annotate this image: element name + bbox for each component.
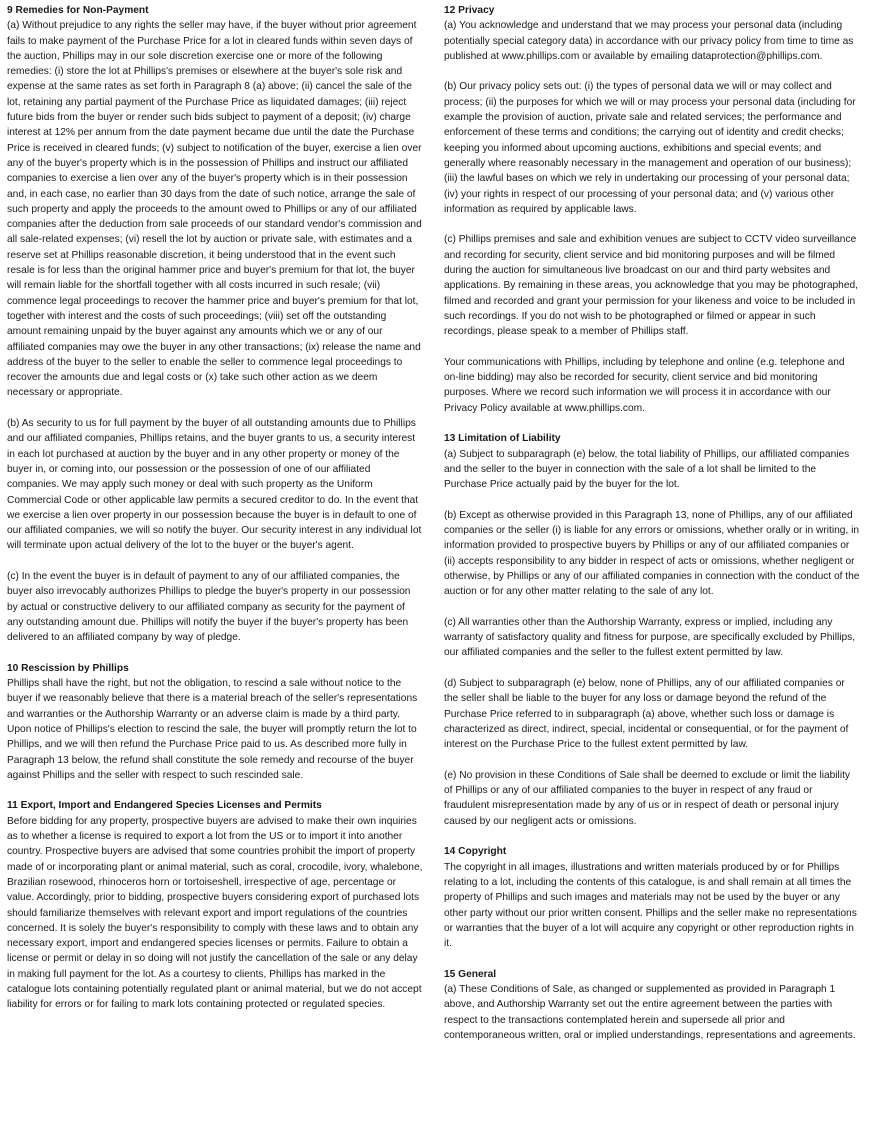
section-heading-remedies-non-payment: 9 Remedies for Non-Payment	[7, 5, 149, 16]
section-heading-export-import: 11 Export, Import and Endangered Species Licenses and Permits	[7, 800, 322, 812]
paragraph-12d: Your communications with Phillips, including by telephone and online (e.g. telephone and on-line bidding) may also be recorded for security, client service and bid monitoring purposes. Where we record such information we will process it in accordance with our Privacy Policy available at www.phillips.com.	[444, 356, 845, 414]
paragraph-13a: (a) Subject to subparagraph (e) below, the total liability of Phillips, our affiliated companies and the seller to the buyer in connection with the sale of a lot shall be limited to the Purchase Price actually paid by the buyer for the lot.	[444, 448, 850, 491]
paragraph-9b: (b) As security to us for full payment by the buyer of all outstanding amounts due to Phillips and our affiliated companies, Phillips retains, and the buyer grants to us, a security interest in each lot purchased at auction by the buyer and in any other property or money of the buyer in, or coming into, our possession or the possession of one of our affiliated companies. We may apply such money or deal with such property as the Uniform Commercial Code or other applicable law permits a secured creditor to do. In the event that we exercise a lien over property in our possession because the buyer is in default to one of our affiliated companies, we will so notify the buyer. Our security interest in any individual lot will terminate upon actual delivery of the lot to the buyer or the buyer's agent.	[7, 418, 422, 552]
paragraph-11: Before bidding for any property, prospective buyers are advised to make their own inquiries as to whether a license is required to export a lot from the US or to import it into another country. Prospective buyers are advised that some countries prohibit the import of property made of or incorporating plant or animal material, such as coral, crocodile, ivory, whalebone, Brazilian rosewood, rhinoceros horn or tortoiseshell, irrespective of age, percentage or value. Accordingly, prior to bidding, prospective buyers considering export of purchased lots should familiarize themselves with relevant export and import regulations of the countries concerned. It is solely the buyer's responsibility to comply with these laws and to obtain any necessary export, import and endangered species licenses or permits. Failure to obtain a license or permit or delay in so doing will not justify the cancellation of the sale or any delay in making full payment for the lot. As a courtesy to clients, Phillips has marked in the catalogue lots containing potentially regulated plant or animal material, but we do not accept liability for errors or for failing to mark lots containing protected or regulated species.	[7, 815, 423, 1011]
paragraph-12c: (c) Phillips premises and sale and exhibition venues are subject to CCTV video surveillance and recording for security, client service and bid monitoring purposes and will be filmed during the auction for simultaneous live broadcast on our and third party websites and applications. By remaining in these areas, you acknowledge that you may be photographed, filmed and recorded and grant your permission for your likeness and voice to be included in such recordings. If you do not wish to be photographed or filmed or appear in such recordings, please speak to a member of Phillips staff.	[444, 234, 858, 338]
right-column	[444, 3, 860, 1043]
section-heading-copyright: 14 Copyright	[444, 846, 507, 858]
section-heading-rescission: 10 Rescission by Phillips	[7, 662, 129, 674]
paragraph-9c: (c) In the event the buyer is in default of payment to any of our affiliated companies, the buyer also irrevocably authorizes Phillips to pledge the buyer's property in our possession by actual or constructive delivery to our affiliated company as security for the payment of any outstanding amount due. Phillips will notify the buyer if the buyer's property has been delivered to an affiliated company by way of pledge.	[7, 570, 411, 644]
paragraph-13d: (d) Subject to subparagraph (e) below, none of Phillips, any of our affiliated companies or the seller shall be liable to the buyer for any loss or damage beyond the refund of the Purchase Price referred to in subparagraph (a) above, whether such loss or damage is characterized as direct, indirect, special, incidental or consequential, or for the payment of interest on the Purchase Price to the fullest extent permitted by law.	[444, 678, 849, 751]
paragraph-13c: (c) All warranties other than the Authorship Warranty, express or implied, including any warranty of satisfactory quality and fitness for purpose, are specifically excluded by Phillips, our affiliated companies and the seller to the fullest extent permitted by law.	[444, 616, 856, 659]
section-heading-general: 15 General	[444, 968, 497, 980]
paragraph-12b: (b) Our privacy policy sets out: (i) the types of personal data we will or may collect and process; (ii) the purposes for which we will or may process your personal data (including for example the provision of auction, private sale and related services; the performance and enforcement of these terms and conditions; the carrying out of identity and credit checks; keeping you informed about upcoming auctions, exhibitions and special events; and generally where reasonably necessary in the management and operation of our business); (iii) the lawful bases on which we rely in undertaking our processing of your personal data; (iv) your rights in respect of our processing of your personal data; and (v) various other information as required by applicable laws.	[444, 81, 856, 215]
paragraph-9a: (a) Without prejudice to any rights the seller may have, if the buyer without prior agreement fails to make payment of the Purchase Price for a lot in cleared funds within seven days of the auction, Phillips may in our sole discretion exercise one or more of the following remedies: (i) store the lot at Phillips's premises or elsewhere at the buyer's sole risk and expense at the same rates as set forth in Paragraph 8 (a) above; (ii) cancel the sale of the lot, retaining any partial payment of the Purchase Price as liquidated damages; (iii) reject future bids from the buyer or render such bids subject to payment of a deposit; (iv) charge interest at 12% per annum from the date payment became due until the date the Purchase Price is received in cleared funds; (v) subject to notification of the buyer, exercise a lien over any of the buyer's property which is in the possession of Phillips and instruct our affiliated companies to exercise a lien over any of the buyer's property which is in their possession and, in each case, no earlier than 30 days from the date of such notice, arrange the sale of such property and apply the proceeds to the amount owed to Phillips or any of our affiliated companies after the deduction from sale proceeds of our standard vendor's commission and all sale-related expenses; (vi) resell the lot by auction or private sale, with estimates and a reserve set at Phillips reasonable discretion, it being understood that in the event such resale is for less than the original hammer price and buyer's premium for that lot, the buyer will remain liable for the shortfall together with all costs incurred in such resale; (vii) commence legal proceedings to recover the hammer price and buyer's premium for that lot, together with interest and the costs of such proceedings; (viii) set off the outstanding amount remaining unpaid by the buyer against any amounts which we or any of our affiliated companies may owe the buyer in any other transactions; (ix) release the name and address of the buyer to the seller to enable the seller to commence legal proceedings to recover the amounts due and legal costs or (x) take such other action as we deem necessary or appropriate.	[7, 20, 422, 399]
paragraph-15a: (a) These Conditions of Sale, as changed or supplemented as provided in Paragraph 1 above, and Authorship Warranty set out the entire agreement between the parties with respect to the transactions contemplated herein and supersede all prior and contemporaneous written, oral or implied understandings, representations and agreements.	[444, 984, 856, 1041]
paragraph-13e: (e) No provision in these Conditions of Sale shall be deemed to exclude or limit the liability of Phillips or any of our affiliated companies to the buyer in respect of any fraud or fraudulent misrepresentation made by any of us or in respect of death or personal injury caused by our negligent acts or omissions.	[444, 769, 851, 827]
paragraph-13b: (b) Except as otherwise provided in this Paragraph 13, none of Phillips, any of our affiliated companies or the seller (i) is liable for any errors or omissions, whether orally or in writing, in information provided to prospective buyers by Phillips or any of our affiliated companies or (ii) accepts responsibility to any bidder in respect of acts or omissions, whether negligent or otherwise, by Phillips or any of our affiliated companies in connection with the conduct of the auction or for any other matter relating to the sale of any lot.	[444, 509, 860, 598]
paragraph-12a: (a) You acknowledge and understand that we may process your personal data (including potentially special category data) in accordance with our privacy policy from time to time as published at www.phillips.com or available by emailing dataprotection@phillips.com.	[444, 20, 854, 62]
section-heading-privacy: 12 Privacy	[444, 5, 495, 16]
section-heading-limitation-liability: 13 Limitation of Liability	[444, 433, 561, 445]
left-column	[7, 3, 423, 1013]
paragraph-10: Phillips shall have the right, but not the obligation, to rescind a sale without notice to the buyer if we reasonably believe that there is a material breach of the seller's representations and warranties or the Authorship Warranty or an adverse claim is made by a third party. Upon notice of Phillips's election to rescind the sale, the buyer will promptly return the lot to Phillips, and we will then refund the Purchase Price paid to us. As described more fully in Paragraph 13 below, the refund shall constitute the sole remedy and recourse of the buyer against Phillips and the seller with respect to such rescinded sale.	[7, 678, 418, 781]
paragraph-14: The copyright in all images, illustrations and written materials produced by or for Phillips relating to a lot, including the contents of this catalogue, is and shall remain at all times the property of Phillips and such images and materials may not be used by the buyer or any other party without our prior written consent. Phillips and the seller make no representations or warranties that the buyer of a lot will acquire any copyright or other reproduction rights in it.	[444, 861, 857, 950]
